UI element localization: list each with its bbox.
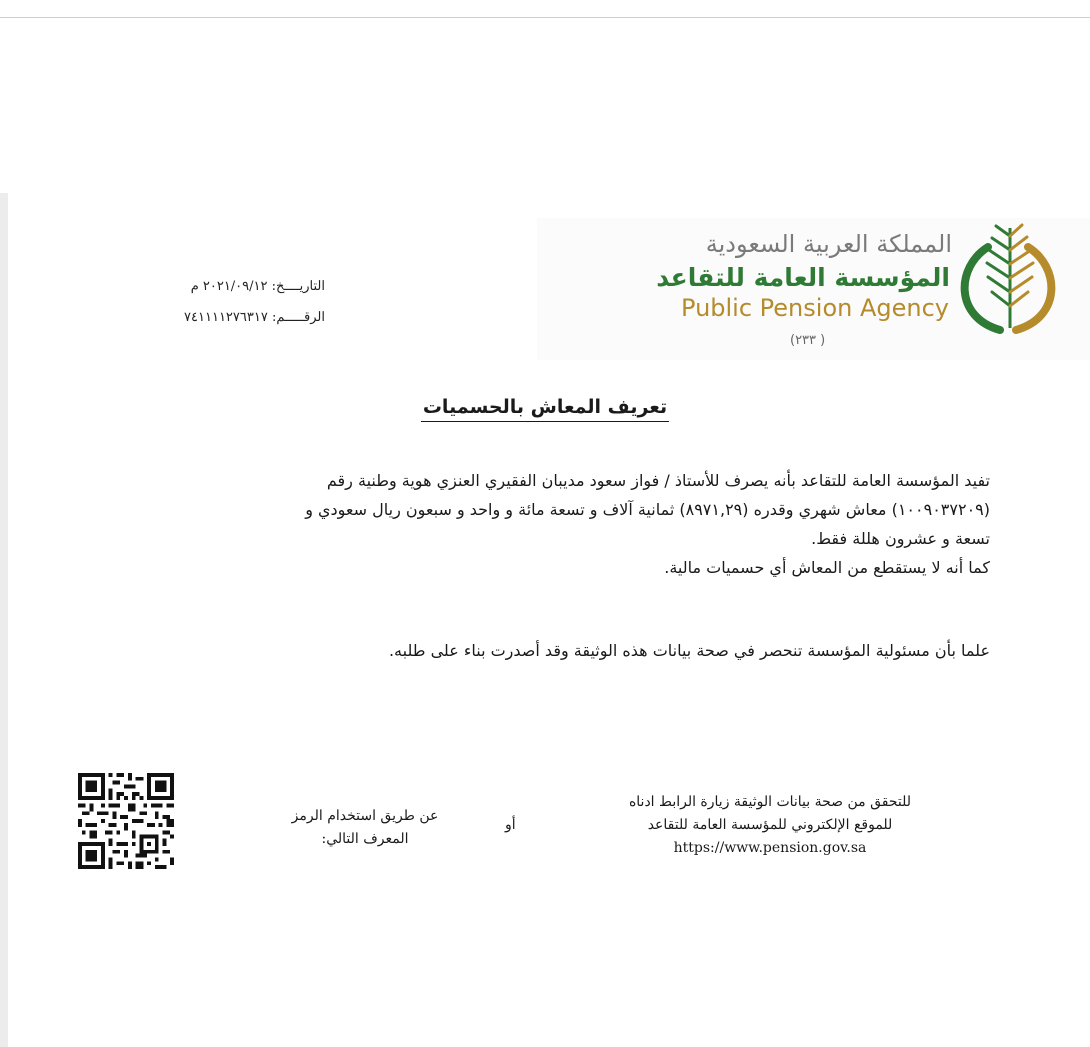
body-line: (١٠٠٩٠٣٧٢٠٩) معاش شهري وقدره (٨٩٧١,٢٩) ثمانية آلاف و تسعة مائة و واحد و سبعون ريال سعودي و xyxy=(305,500,990,519)
page-left-edge xyxy=(0,193,8,1047)
verify-line: للموقع الإلكتروني للمؤسسة العامة للتقاعد xyxy=(647,817,893,833)
certificate-body xyxy=(100,466,990,582)
logo-code: (٢٣٣ ) xyxy=(790,333,826,348)
qr-code-icon[interactable] xyxy=(78,773,174,869)
verification-link[interactable]: https://www.pension.gov.sa xyxy=(673,840,867,856)
palm-frond-emblem-icon xyxy=(948,222,1068,340)
top-divider xyxy=(0,17,1090,18)
document-date: التاريــــخ: ٢٠٢١/٠٩/١٢ م xyxy=(190,279,325,294)
qr-hint-line: المعرف التالي: xyxy=(321,831,409,847)
document-number: الرقـــــم: ٧٤١١١١٢٧٦٣١٧ xyxy=(184,310,325,325)
document-title: تعريف المعاش بالحسميات xyxy=(421,396,669,422)
body-line: تسعة و عشرون هللة فقط. xyxy=(811,529,990,548)
verification-instructions xyxy=(560,791,980,860)
liability-note: علما بأن مسئولية المؤسسة تنحصر في صحة بيانات هذه الوثيقة وقد أصدرت بناء على طلبه. xyxy=(388,641,990,660)
verify-line: للتحقق من صحة بيانات الوثيقة زيارة الرابط ادناه xyxy=(628,794,912,810)
body-line: تفيد المؤسسة العامة للتقاعد بأنه يصرف للأستاذ / فواز سعود مديبان الفقيري العنزي هوية وطنية رقم xyxy=(326,471,990,490)
or-separator: أو xyxy=(505,817,516,833)
country-name-arabic: المملكة العربية السعودية xyxy=(705,230,952,258)
agency-name-english: Public Pension Agency xyxy=(681,294,949,322)
qr-hint-line: عن طريق استخدام الرمز xyxy=(291,808,439,824)
document-title-wrapper xyxy=(0,396,1090,418)
body-line: كما أنه لا يستقطع من المعاش أي حسميات مالية. xyxy=(664,558,990,577)
agency-name-arabic: المؤسسة العامة للتقاعد xyxy=(656,263,950,292)
qr-instructions xyxy=(250,805,480,851)
